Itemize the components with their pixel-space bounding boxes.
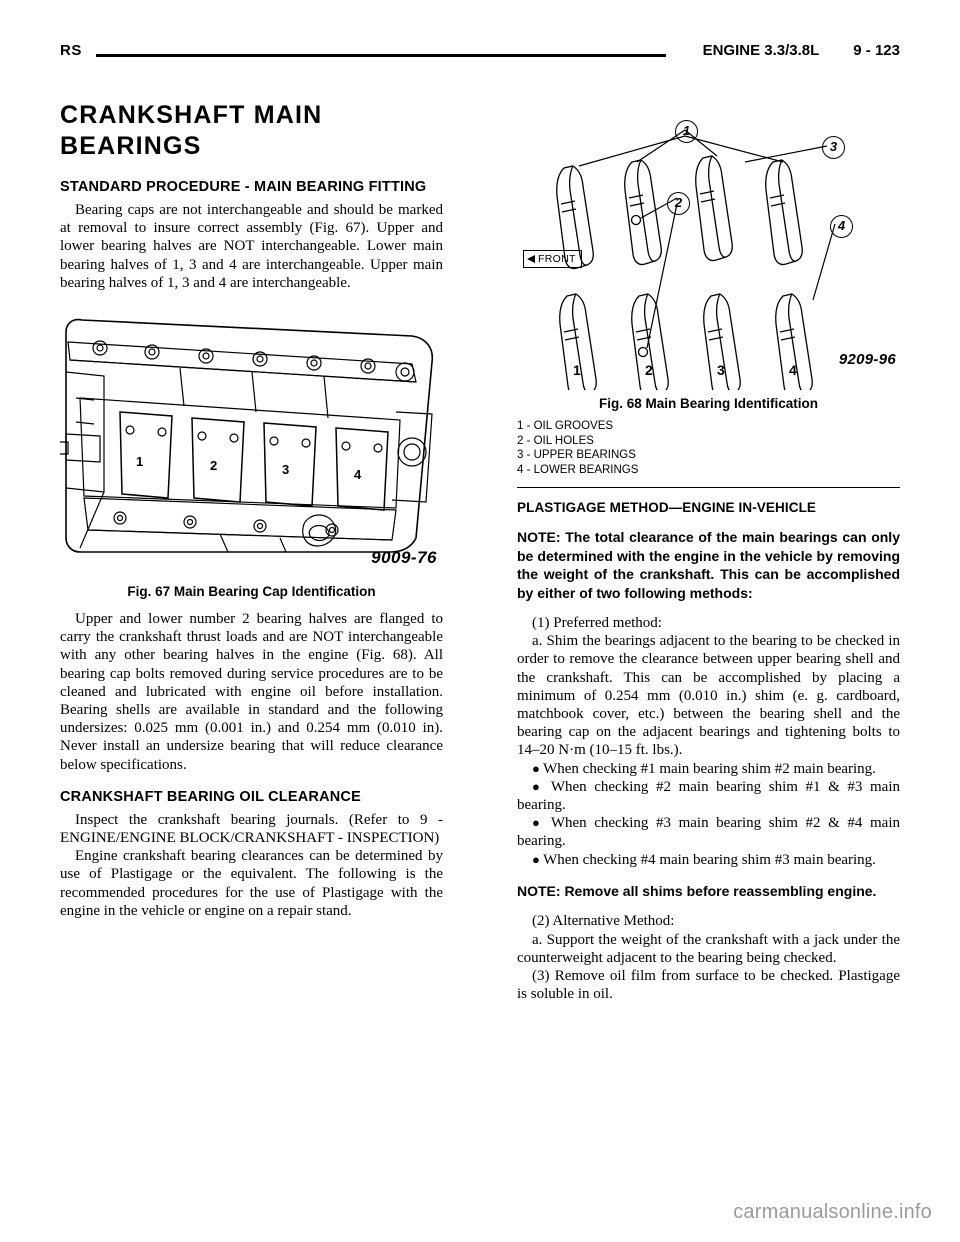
header-manual-code: RS [60,42,82,59]
bullet-check-2 [517,778,900,814]
header-section-title: ENGINE 3.3/3.8L [702,42,820,59]
bullet-check-1 [517,760,900,778]
paragraph-number-2-bearing: Upper and lower number 2 bearing halves are flanged to carry the crankshaft thrust loads and are NOT interchangeable with any other bearing halves in the engine (Fig. 68). All bearing cap bolts removed during service procedures are to be cleaned and lubricated with engine oil before installation. Bearing shells are available in standard and the following undersizes: 0.025 mm (0.001 in.) and 0.254 mm (0.010 in). Never install an undersize bearing that will reduce clearance below specifications. [60,611,443,773]
step-2-alternative-method: (2) Alternative Method: [532,913,675,930]
engine-block-illustration [60,302,443,578]
bullet-text-3: When checking #3 main bearing shim #2 & #4 main bearing. [517,815,900,850]
legend-item-4: 4 - LOWER BEARINGS [517,463,639,476]
bullet-check-3 [517,814,900,850]
fig68-shell-number-4: 4 [789,362,797,378]
bullet-text-1: When checking #1 main bearing shim #2 main bearing. [543,760,876,777]
page-header [60,42,900,68]
fig68-shell-number-3: 3 [717,362,725,378]
bullet-text-4: When checking #4 main bearing shim #3 main bearing. [543,851,876,868]
fig68-front-indicator [523,250,582,268]
paragraph-inspect-journals: Inspect the crankshaft bearing journals. (Refer to 9 - ENGINE/ENGINE BLOCK/CRANKSHAFT - INSPECTION) [60,811,443,847]
step-1a-shim-bearings: a. Shim the bearings adjacent to the bearing to be checked in order to remove the clearance between upper bearing shell and the crankshaft. This can be accomplished by placing a minimum of 0.254 mm (0.010 in.) shim (e. g. cardboard, matchbook cover, etc.) between the bearing shell and the bearing cap on the adjacent bearings and tightening bolts to 14–20 N·m (10–15 ft. lbs.). [517,633,900,759]
fig67-signature: 9009-76 [371,548,437,568]
fig68-callout-2: 2 [667,192,690,215]
fig68-signature: 9209-96 [838,351,896,368]
bullet-dot-icon: ● [532,851,544,867]
section-divider [517,487,900,488]
paragraph-bearing-caps: Bearing caps are not interchangeable and should be marked at removal to insure correct assembly (Fig. 67). Upper and lower bearing halves are NOT interchangeable. Lower main bearing halves of 1, 3 and 4 are interchangeable. Upper main bearing halves of 1, 3 and 4 are interchangeable. [60,202,443,291]
fig67-label-4: 4 [354,467,362,483]
figure-68-caption: Fig. 68 Main Bearing Identification [598,396,819,411]
step-2a-support-weight: a. Support the weight of the crankshaft with a jack under the counterweight adjacent to the bearing being checked. [517,931,900,966]
heading-standard-procedure: STANDARD PROCEDURE - MAIN BEARING FITTING [60,179,427,195]
page-title: CRANKSHAFT MAIN BEARINGS [60,101,323,160]
figure-68-legend [517,419,900,477]
header-title-block [703,42,900,59]
step-3-remove-oil-film: (3) Remove oil film from surface to be checked. Plastigage is soluble in oil. [517,967,900,1003]
fig67-label-3: 3 [282,462,290,478]
heading-plastigage-method: PLASTIGAGE METHOD—ENGINE IN-VEHICLE [517,500,817,515]
bullet-dot-icon: ● [532,815,551,831]
bullet-check-4 [517,851,900,869]
legend-item-3: 3 - UPPER BEARINGS [517,449,636,461]
legend-item-1: 1 - OIL GROOVES [517,420,614,432]
fig68-shell-number-1: 1 [573,362,581,378]
fig68-callout-1: 1 [675,120,698,143]
figure-68-image [517,100,900,390]
fig67-label-1: 1 [136,454,144,470]
bullet-dot-icon: ● [532,778,551,794]
fig68-shell-number-2: 2 [645,362,653,378]
fig68-front-label: FRONT [538,253,576,265]
step-1-preferred-method: (1) Preferred method: [532,615,662,631]
note-remove-shims: NOTE: Remove all shims before reassembling engine. [517,882,877,899]
paragraph-plastigage-intro: Engine crankshaft bearing clearances can be determined by use of Plastigage or the equivalent. The following is the recommended procedures for the use of Plastigage with the engine in the vehicle or engine on a repair stand. [60,848,443,919]
bullet-dot-icon: ● [532,760,544,776]
header-page-number: 9 - 123 [853,42,900,59]
legend-item-2: 2 - OIL HOLES [517,434,594,447]
right-column [517,100,900,1003]
left-column [60,100,443,920]
fig67-label-2: 2 [210,458,218,474]
watermark: carmanualsonline.info [733,1201,932,1223]
fig68-callout-4: 4 [830,215,853,238]
heading-bearing-oil-clearance: CRANKSHAFT BEARING OIL CLEARANCE [60,788,361,805]
bullet-text-2: When checking #2 main bearing shim #1 & #3 main bearing. [517,778,900,814]
figure-67-image [60,302,443,578]
fig68-callout-3: 3 [822,136,845,159]
note-total-clearance: NOTE: The total clearance of the main bearings can only be determined with the engine in the vehicle by removing the weight of the crankshaft. This can be accomplished by either of two following methods: [517,529,900,601]
figure-67-caption: Fig. 67 Main Bearing Cap Identification [127,584,376,600]
header-rule [96,54,666,57]
